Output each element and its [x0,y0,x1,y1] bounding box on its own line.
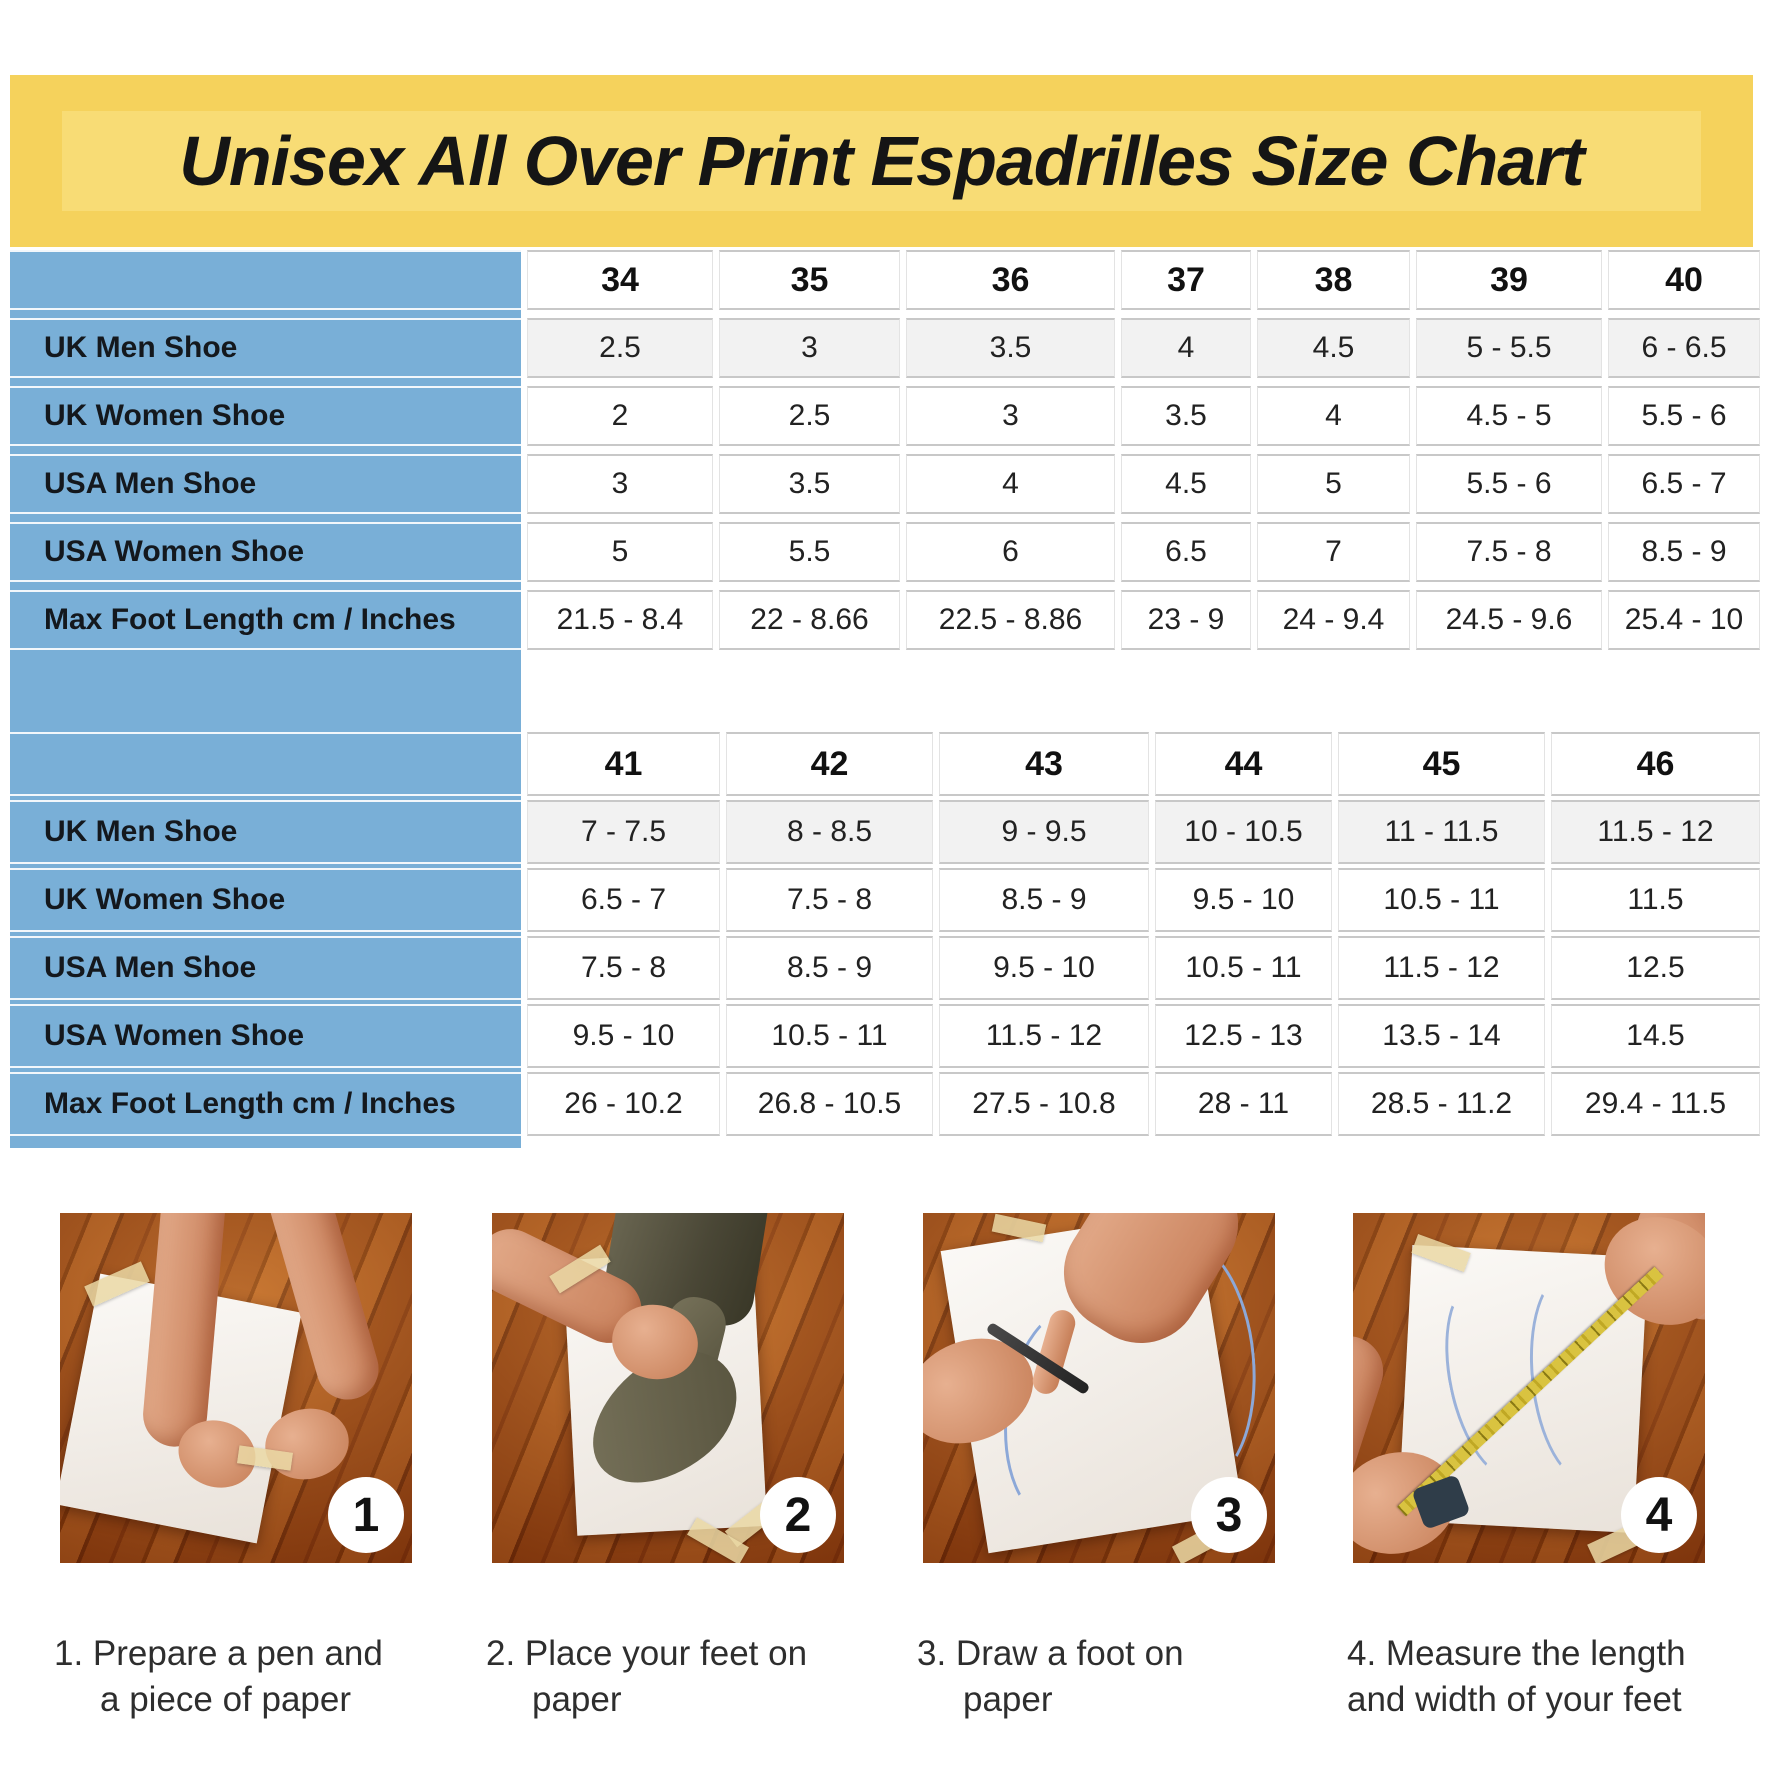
step-caption [917,1631,1337,1723]
step-number: 3 [1215,1488,1243,1542]
table-row [10,1072,1760,1136]
size-value-cell: 11.5 - 12 [939,1004,1149,1068]
step-photo-2 [492,1213,844,1563]
size-header-cell: 39 [1416,250,1602,310]
size-value-cell: 5 [1257,454,1410,514]
row-label: USA Women Shoe [10,1004,521,1068]
size-value-cell: 23 - 9 [1121,590,1251,650]
step-number-badge [760,1477,836,1553]
size-header-cell: 46 [1551,732,1760,796]
size-value-cell: 10 - 10.5 [1155,800,1332,864]
size-header-cell: 35 [719,250,900,310]
row-label: USA Men Shoe [10,936,521,1000]
size-header-cell: 44 [1155,732,1332,796]
size-value-cell: 28 - 11 [1155,1072,1332,1136]
size-value-cell: 6 [906,522,1115,582]
size-header-cell: 45 [1338,732,1545,796]
size-value-cell: 22.5 - 8.86 [906,590,1115,650]
step-number-badge [1621,1477,1697,1553]
size-value-cell: 11.5 [1551,868,1760,932]
table-row [10,318,1760,378]
caption-line-1: 2. Place your feet on [486,1634,808,1673]
step-caption [1347,1631,1767,1723]
corner-cell [10,250,521,310]
caption-line-1: 4. Measure the length [1347,1634,1686,1673]
size-header-cell: 43 [939,732,1149,796]
measurement-steps [0,1213,1767,1767]
table-row [10,800,1760,864]
step-photo-4 [1353,1213,1705,1563]
size-value-cell: 24 - 9.4 [1257,590,1410,650]
size-value-cell: 29.4 - 11.5 [1551,1072,1760,1136]
size-value-cell: 10.5 - 11 [1338,868,1545,932]
size-value-cell: 13.5 - 14 [1338,1004,1545,1068]
row-label: USA Women Shoe [10,522,521,582]
table-row [10,936,1760,1000]
size-header-cell: 38 [1257,250,1410,310]
step-caption [486,1631,906,1723]
size-value-cell: 9.5 - 10 [1155,868,1332,932]
size-value-cell: 2.5 [527,318,713,378]
size-value-cell: 4.5 - 5 [1416,386,1602,446]
size-value-cell: 14.5 [1551,1004,1760,1068]
title-banner-inner [62,111,1701,211]
size-value-cell: 4 [1121,318,1251,378]
size-value-cell: 12.5 [1551,936,1760,1000]
size-value-cell: 9.5 - 10 [939,936,1149,1000]
size-value-cell: 27.5 - 10.8 [939,1072,1149,1136]
size-value-cell: 7.5 - 8 [527,936,720,1000]
step-number-badge [328,1477,404,1553]
size-value-cell: 6.5 - 7 [1608,454,1760,514]
size-value-cell: 8 - 8.5 [726,800,933,864]
step-photo-1 [60,1213,412,1563]
caption-line-2: paper [963,1680,1053,1719]
size-value-cell: 3 [719,318,900,378]
size-value-cell: 7 [1257,522,1410,582]
size-value-cell: 3.5 [719,454,900,514]
step-caption [54,1631,474,1723]
size-value-cell: 3 [906,386,1115,446]
step-number: 4 [1645,1488,1673,1542]
size-chart [10,250,1760,1148]
size-value-cell: 22 - 8.66 [719,590,900,650]
size-value-cell: 10.5 - 11 [726,1004,933,1068]
size-value-cell: 25.4 - 10 [1608,590,1760,650]
caption-line-2: and width of your feet [1347,1680,1682,1719]
size-value-cell: 26 - 10.2 [527,1072,720,1136]
corner-cell [10,732,521,796]
size-value-cell: 6.5 - 7 [527,868,720,932]
size-value-cell: 3.5 [906,318,1115,378]
size-value-cell: 7 - 7.5 [527,800,720,864]
table-row [10,522,1760,582]
page-title: Unisex All Over Print Espadrilles Size Chart [179,122,1584,200]
size-value-cell: 7.5 - 8 [726,868,933,932]
size-table-34-40 [10,250,1760,650]
size-value-cell: 11 - 11.5 [1338,800,1545,864]
size-value-cell: 9 - 9.5 [939,800,1149,864]
size-value-cell: 21.5 - 8.4 [527,590,713,650]
size-value-cell: 8.5 - 9 [726,936,933,1000]
size-value-cell: 3 [527,454,713,514]
step-number-badge [1191,1477,1267,1553]
size-header-row [10,732,1760,796]
size-header-cell: 41 [527,732,720,796]
table-row [10,386,1760,446]
row-label: Max Foot Length cm / Inches [10,590,521,650]
size-header-row [10,250,1760,310]
size-header-cell: 34 [527,250,713,310]
size-value-cell: 12.5 - 13 [1155,1004,1332,1068]
size-value-cell: 5.5 [719,522,900,582]
caption-line-2: a piece of paper [100,1680,352,1719]
row-label: USA Men Shoe [10,454,521,514]
size-value-cell: 5.5 - 6 [1416,454,1602,514]
row-label: UK Women Shoe [10,386,521,446]
step-number: 2 [784,1488,812,1542]
size-value-cell: 5.5 - 6 [1608,386,1760,446]
size-header-cell: 42 [726,732,933,796]
size-value-cell: 4.5 [1121,454,1251,514]
table-row [10,868,1760,932]
size-header-cell: 37 [1121,250,1251,310]
size-value-cell: 28.5 - 11.2 [1338,1072,1545,1136]
size-value-cell: 5 [527,522,713,582]
size-header-cell: 36 [906,250,1115,310]
size-value-cell: 2.5 [719,386,900,446]
size-value-cell: 8.5 - 9 [939,868,1149,932]
size-value-cell: 5 - 5.5 [1416,318,1602,378]
size-value-cell: 26.8 - 10.5 [726,1072,933,1136]
size-value-cell: 10.5 - 11 [1155,936,1332,1000]
row-label: UK Women Shoe [10,868,521,932]
size-value-cell: 3.5 [1121,386,1251,446]
caption-line-1: 3. Draw a foot on [917,1634,1184,1673]
size-value-cell: 11.5 - 12 [1551,800,1760,864]
table-row [10,1004,1760,1068]
size-value-cell: 6.5 [1121,522,1251,582]
size-value-cell: 24.5 - 9.6 [1416,590,1602,650]
step-photo-3 [923,1213,1275,1563]
size-value-cell: 9.5 - 10 [527,1004,720,1068]
row-label: Max Foot Length cm / Inches [10,1072,521,1136]
title-banner [10,75,1753,247]
caption-line-2: paper [532,1680,622,1719]
size-value-cell: 7.5 - 8 [1416,522,1602,582]
row-label: UK Men Shoe [10,800,521,864]
size-value-cell: 4.5 [1257,318,1410,378]
step-number: 1 [352,1488,380,1542]
size-value-cell: 8.5 - 9 [1608,522,1760,582]
size-header-cell: 40 [1608,250,1760,310]
caption-line-1: 1. Prepare a pen and [54,1634,383,1673]
size-value-cell: 2 [527,386,713,446]
size-value-cell: 4 [1257,386,1410,446]
table-row [10,590,1760,650]
size-value-cell: 11.5 - 12 [1338,936,1545,1000]
table-row [10,454,1760,514]
row-label: UK Men Shoe [10,318,521,378]
size-table-41-46 [10,732,1760,1136]
size-value-cell: 6 - 6.5 [1608,318,1760,378]
size-value-cell: 4 [906,454,1115,514]
